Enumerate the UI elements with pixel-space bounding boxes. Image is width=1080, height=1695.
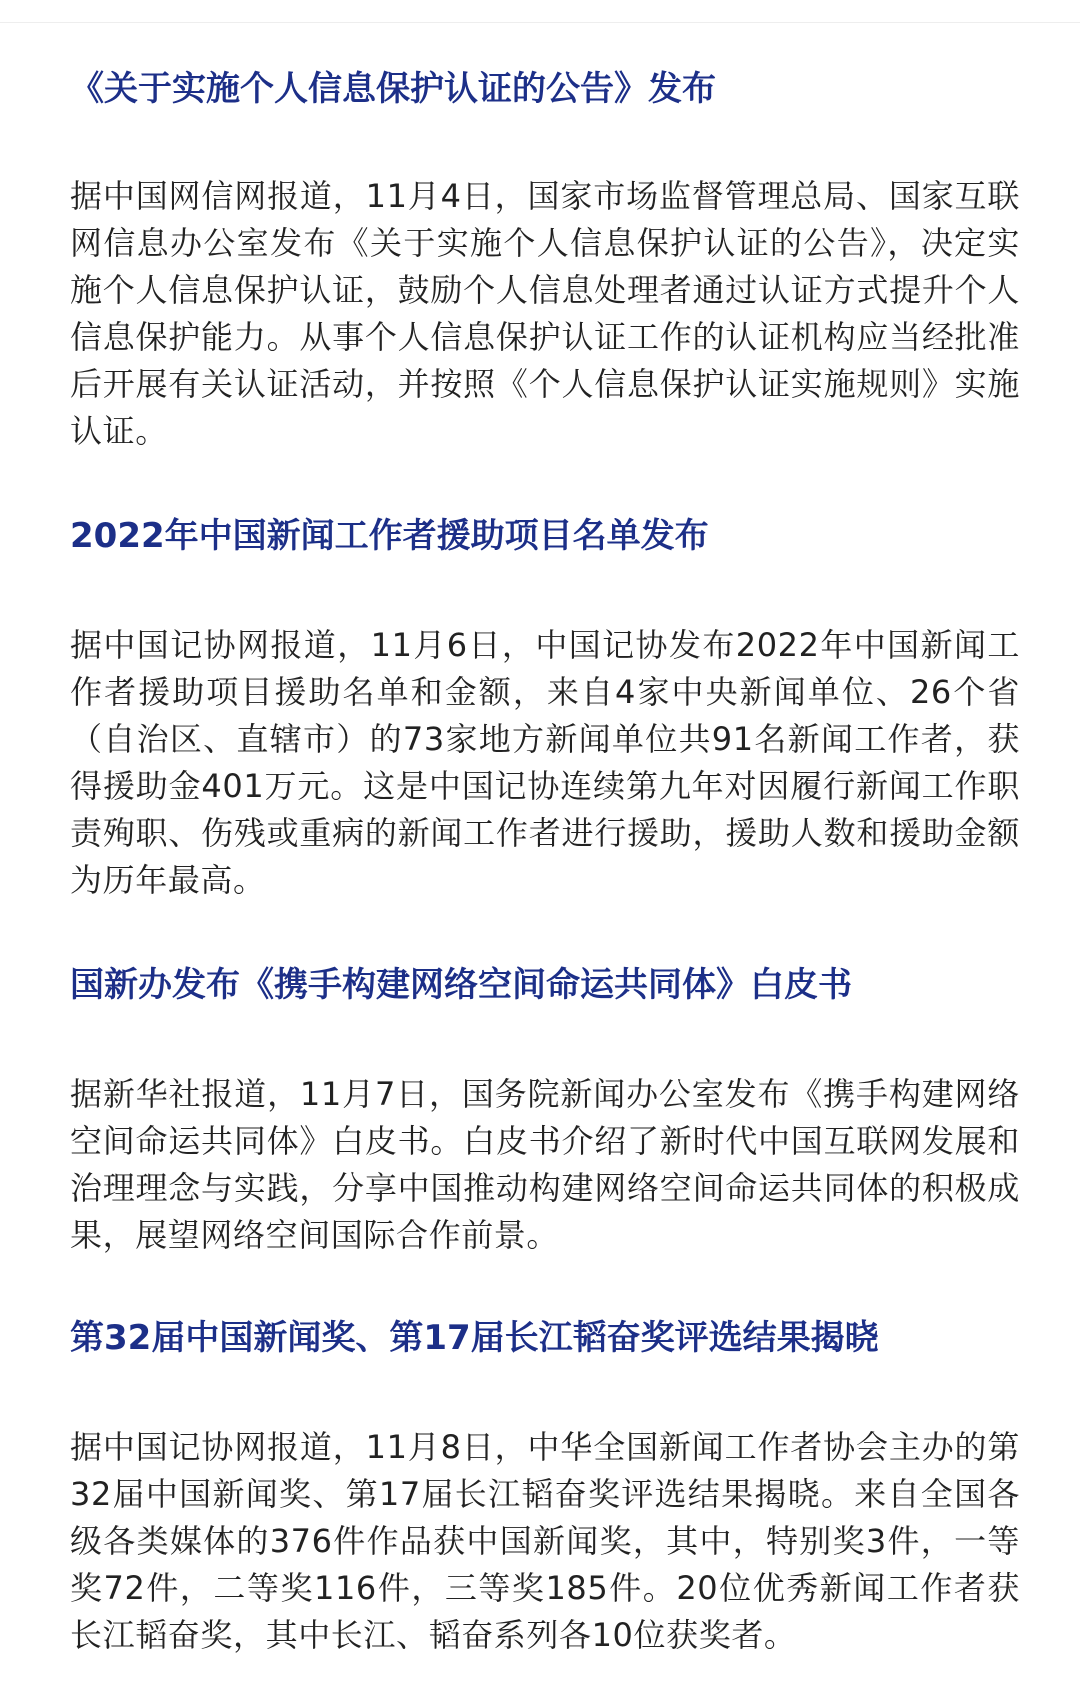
news-item-news-awards	[70, 1309, 1020, 1659]
news-body: 据中国网信网报道，11月4日，国家市场监督管理总局、国家互联网信息办公室发布《关于实施个人信息保护认证的公告》，决定实施个人信息保护认证，鼓励个人信息处理者通过认证方式提升个人信息保护能力。从事个人信息保护认证工作的认证机构应当经批准后开展有关认证活动，并按照《个人信息保护认证实施规则》实施认证。	[70, 177, 1020, 450]
news-body: 据中国记协网报道，11月6日，中国记协发布2022年中国新闻工作者援助项目援助名单和金额，来自4家中央新闻单位、26个省（自治区、直辖市）的73家地方新闻单位共91名新闻工作者，获得援助金401万元。这是中国记协连续第九年对因履行新闻工作职责殉职、伤残或重病的新闻工作者进行援助，援助人数和援助金额为历年最高。	[70, 626, 1020, 899]
news-item-cyberspace-whitepaper	[70, 956, 1020, 1259]
news-body: 据新华社报道，11月7日，国务院新闻办公室发布《携手构建网络空间命运共同体》白皮书。白皮书介绍了新时代中国互联网发展和治理理念与实践，分享中国推动构建网络空间命运共同体的积极成果，展望网络空间国际合作前景。	[70, 1075, 1020, 1254]
news-headline: 第32届中国新闻奖、第17届长江韬奋奖评选结果揭晓	[70, 1318, 879, 1358]
news-item-journalist-aid	[70, 507, 1020, 904]
top-divider	[0, 22, 1080, 23]
news-item-personal-info-certification	[70, 60, 1020, 455]
news-headline: 国新办发布《携手构建网络空间命运共同体》白皮书	[70, 965, 852, 1005]
news-headline: 《关于实施个人信息保护认证的公告》发布	[70, 69, 716, 109]
news-headline: 2022年中国新闻工作者援助项目名单发布	[70, 516, 709, 556]
news-body: 据中国记协网报道，11月8日，中华全国新闻工作者协会主办的第32届中国新闻奖、第17届长江韬奋奖评选结果揭晓。来自全国各级各类媒体的376件作品获中国新闻奖，其中，特别奖3件，一等奖72件，二等奖116件，三等奖185件。20位优秀新闻工作者获长江韬奋奖，其中长江、韬奋系列各10位获奖者。	[70, 1428, 1020, 1654]
article-content	[70, 60, 1020, 1659]
